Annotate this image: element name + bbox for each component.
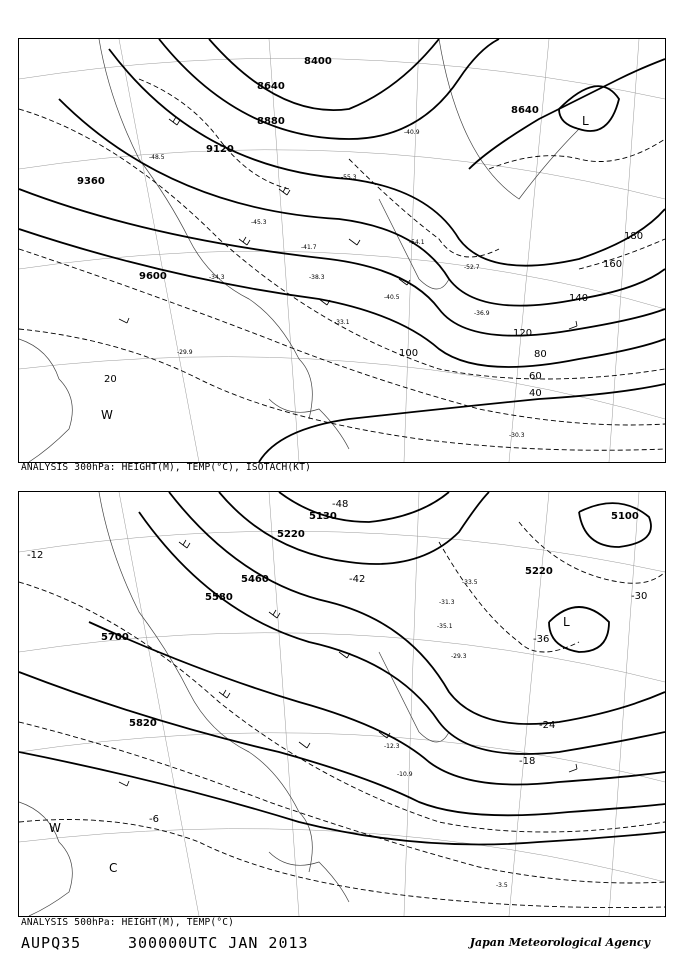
isotach-dashed-lines — [19, 79, 665, 450]
temperature-label: -48.5 — [149, 154, 165, 161]
warm-mark: W — [49, 821, 61, 835]
temperature-label: -31.3 — [439, 599, 455, 606]
temperature-detail-labels — [384, 579, 508, 889]
temperature-label: -54.1 — [409, 239, 425, 246]
coastlines — [19, 492, 449, 916]
caption-300hpa: ANALYSIS 300hPa: HEIGHT(M), TEMP(°C), ISOTACH(KT) — [21, 462, 312, 473]
isotach-label: 180 — [624, 231, 644, 242]
isotach-label: 160 — [603, 259, 623, 270]
map-500hpa-canvas — [19, 492, 665, 916]
low-mark: L — [563, 615, 570, 629]
temperature-label: -45.3 — [251, 219, 267, 226]
height-label: 5700 — [101, 632, 129, 643]
wind-barbs — [119, 117, 577, 329]
temperature-label: -12 — [27, 550, 44, 561]
analysis-300hpa-map — [18, 38, 666, 463]
temperature-label: -33.1 — [334, 319, 350, 326]
height-contours — [19, 39, 665, 462]
cold-mark: C — [109, 861, 118, 875]
agency-name: Japan Meteorological Agency — [469, 936, 650, 949]
height-label: 5820 — [129, 718, 157, 729]
isotach-label: 140 — [569, 293, 589, 304]
temperature-label-group — [149, 129, 525, 439]
chart-time: 300000UTC JAN 2013 — [128, 934, 309, 952]
isotach-label: 20 — [104, 374, 117, 385]
temperature-label: -10.9 — [397, 771, 413, 778]
analysis-500hpa-map — [18, 491, 666, 917]
isotach-label: 80 — [534, 349, 547, 360]
temperature-label: -38.3 — [309, 274, 325, 281]
temperature-label: -55.3 — [341, 174, 357, 181]
height-label: 9600 — [139, 271, 167, 282]
map-300hpa-canvas — [19, 39, 665, 462]
temperature-label: -33.5 — [462, 579, 478, 586]
isotach-label: 120 — [513, 328, 533, 339]
height-label: 5580 — [205, 592, 233, 603]
temperature-label: -34.3 — [209, 274, 225, 281]
temperature-label: -12.3 — [384, 743, 400, 750]
height-label: 8880 — [257, 116, 285, 127]
temperature-label-group — [27, 499, 647, 825]
isotach-label: 60 — [529, 371, 542, 382]
temperature-label: -41.7 — [301, 244, 317, 251]
caption-500hpa: ANALYSIS 500hPa: HEIGHT(M), TEMP(°C) — [21, 917, 235, 928]
temperature-label: -52.7 — [464, 264, 480, 271]
temperature-label: -40.9 — [404, 129, 420, 136]
temperature-label: -36 — [533, 634, 550, 645]
height-label: 8640 — [511, 105, 539, 116]
height-contours — [19, 492, 665, 845]
temperature-label: -35.1 — [437, 623, 453, 630]
pressure-center-marks — [49, 615, 570, 875]
temperature-label: -6 — [149, 814, 159, 825]
temperature-label: -30 — [631, 591, 648, 602]
temperature-label: -40.5 — [384, 294, 400, 301]
temperature-label: -42 — [349, 574, 366, 585]
graticule — [19, 39, 665, 462]
temperature-label: -29.3 — [451, 653, 467, 660]
temperature-label: -3.5 — [496, 882, 508, 889]
isotach-label: 40 — [529, 388, 542, 399]
height-label: 8640 — [257, 81, 285, 92]
temperature-label: -30.3 — [509, 432, 525, 439]
chart-code: AUPQ35 — [21, 934, 82, 952]
isotach-label: 100 — [399, 348, 419, 359]
temperature-label: -18 — [519, 756, 536, 767]
height-label: 5220 — [277, 529, 305, 540]
height-label: 8400 — [304, 56, 332, 67]
temperature-label: -29.9 — [177, 349, 193, 356]
warm-mark: W — [101, 408, 113, 422]
height-label: 5220 — [525, 566, 553, 577]
low-mark: L — [582, 114, 589, 128]
isotach-label-group — [104, 231, 643, 399]
height-label: 5100 — [611, 511, 639, 522]
graticule — [19, 492, 665, 916]
temperature-label: -36.9 — [474, 310, 490, 317]
height-label: 9120 — [206, 144, 234, 155]
temperature-label: -48 — [332, 499, 349, 510]
height-label: 5130 — [309, 511, 337, 522]
height-label: 9360 — [77, 176, 105, 187]
temperature-label: -24 — [539, 720, 556, 731]
height-label: 5460 — [241, 574, 269, 585]
